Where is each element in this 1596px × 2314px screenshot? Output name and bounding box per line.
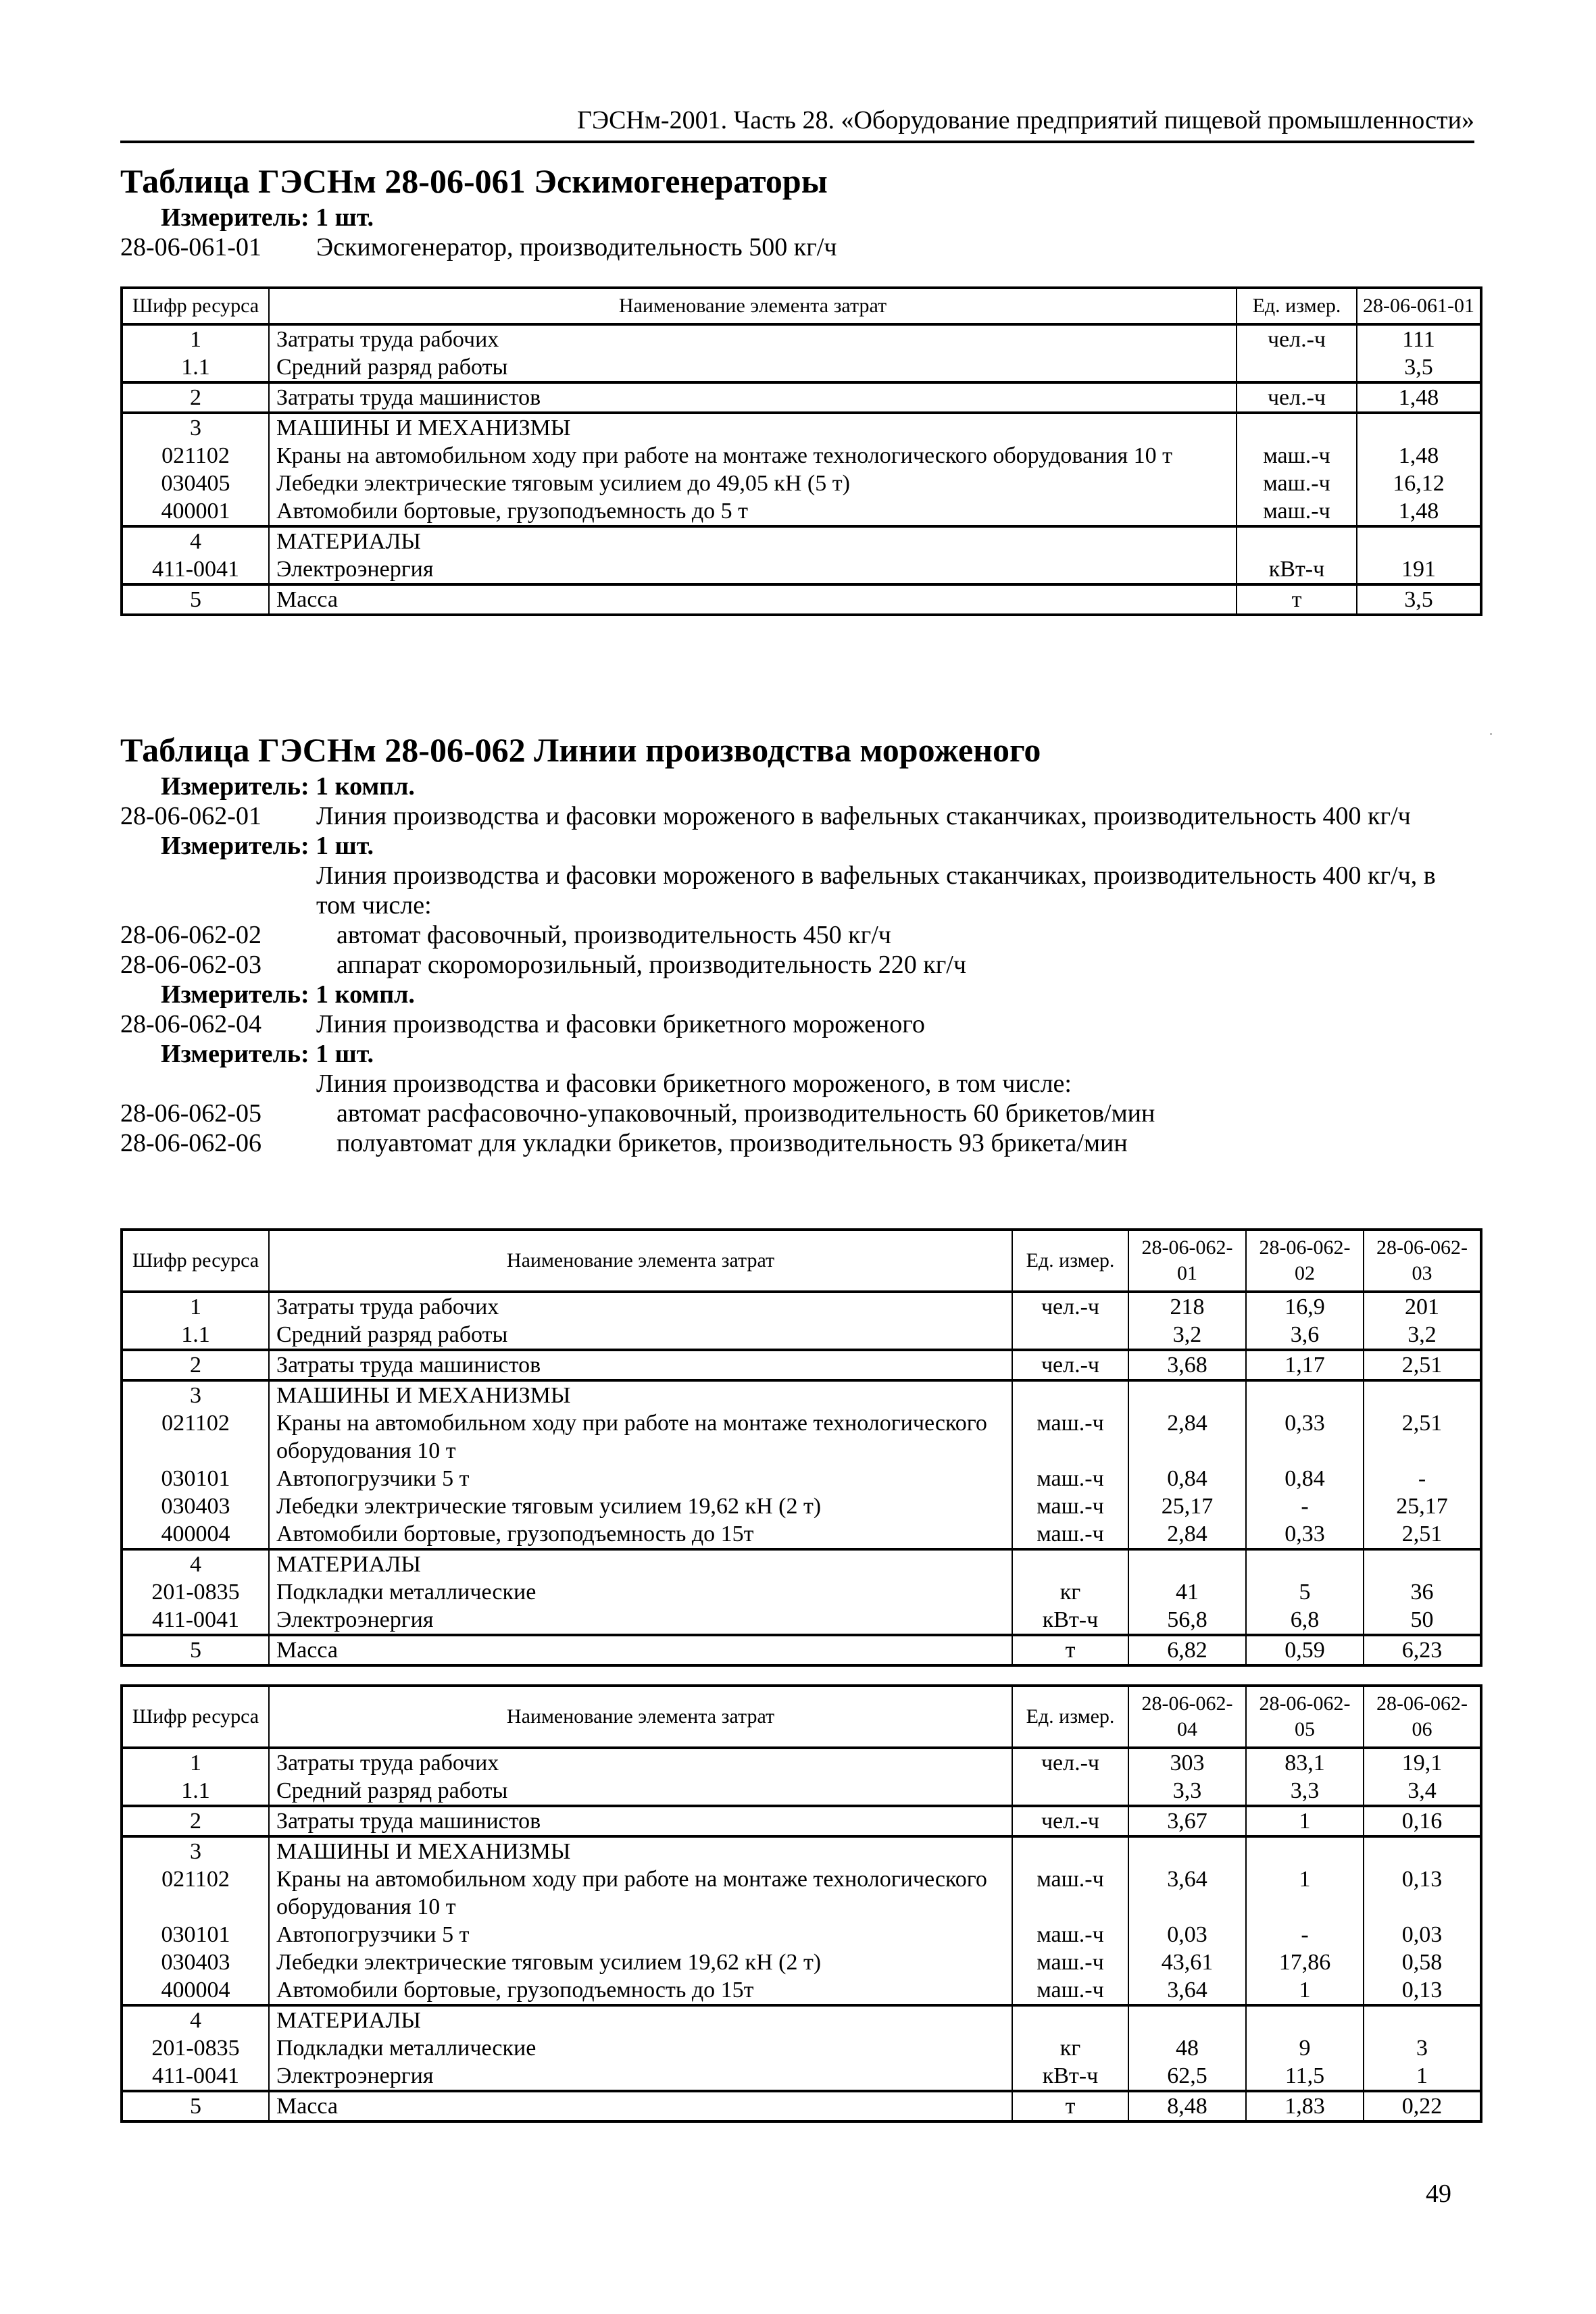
norm-code: 28-06-062-05 <box>120 1099 261 1128</box>
table-row <box>122 2091 1481 2121</box>
norm-code: 28-06-062-01 <box>120 802 261 830</box>
norm-value: 0,03 <box>1128 1921 1246 1948</box>
resource-code: 2 <box>122 1350 269 1380</box>
unit <box>1237 413 1357 442</box>
table-row <box>122 413 1481 442</box>
resource-code: 400001 <box>122 497 269 526</box>
resource-code: 3 <box>122 413 269 442</box>
header-unit: Ед. измер. <box>1012 1686 1128 1748</box>
norm-value: 3,64 <box>1128 1865 1246 1921</box>
resource-code: 4 <box>122 1549 269 1578</box>
cost-element-name: Электроэнергия <box>269 2062 1012 2091</box>
norm-code: 28-06-061-01 <box>120 233 261 261</box>
measure-unit: Измеритель: 1 шт. <box>161 1040 374 1068</box>
cost-element-name: Затраты труда машинистов <box>269 1806 1012 1836</box>
norm-value: 5 <box>1246 1578 1364 1606</box>
norm-value: 8,48 <box>1128 2091 1246 2121</box>
norm-value: 2,51 <box>1364 1520 1481 1549</box>
measure-unit: Измеритель: 1 шт. <box>161 203 374 232</box>
norm-code: 28-06-062-03 <box>120 951 261 979</box>
resource-code: 030405 <box>122 470 269 497</box>
cost-element-name: Масса <box>269 584 1237 615</box>
norm-value: 48 <box>1128 2034 1246 2062</box>
table-row <box>122 442 1481 470</box>
norm-table-28-06-061 <box>120 286 1482 616</box>
norm-value: 1,17 <box>1246 1350 1364 1380</box>
unit: маш.-ч <box>1012 1492 1128 1520</box>
resource-code: 201-0835 <box>122 1578 269 1606</box>
norm-value: 201 <box>1364 1292 1481 1321</box>
cost-element-name: МАШИНЫ И МЕХАНИЗМЫ <box>269 1836 1012 1865</box>
norm-item <box>120 1009 1474 1039</box>
table-row <box>122 1292 1481 1321</box>
norm-group-description <box>120 1069 1474 1099</box>
cost-element-name: Затраты труда машинистов <box>269 382 1237 413</box>
norm-value: 0,16 <box>1364 1806 1481 1836</box>
unit <box>1012 1549 1128 1578</box>
table-row <box>122 1865 1481 1921</box>
table-header-row <box>122 1686 1481 1748</box>
cost-element-name: МАТЕРИАЛЫ <box>269 526 1237 555</box>
unit: маш.-ч <box>1237 497 1357 526</box>
header-cost-element-name: Наименование элемента затрат <box>269 1230 1012 1292</box>
table-row <box>122 1748 1481 1777</box>
norm-value: 3,64 <box>1128 1976 1246 2005</box>
norm-code: 28-06-062-02 <box>120 921 261 949</box>
norm-value <box>1128 2005 1246 2034</box>
norm-value: 303 <box>1128 1748 1246 1777</box>
table-row <box>122 526 1481 555</box>
norm-value <box>1364 1836 1481 1865</box>
header-resource-code: Шифр ресурса <box>122 1230 269 1292</box>
scan-artifact <box>1490 733 1492 735</box>
measure-unit: Измеритель: 1 компл. <box>161 772 415 801</box>
cost-element-name: Масса <box>269 2091 1012 2121</box>
norm-description: автомат фасовочный, производительность 450 кг/ч <box>336 921 891 949</box>
resource-code: 5 <box>122 584 269 615</box>
table-row <box>122 584 1481 615</box>
norm-value: 62,5 <box>1128 2062 1246 2091</box>
table-row-group <box>122 1292 1481 1350</box>
unit: маш.-ч <box>1012 1948 1128 1976</box>
table-row <box>122 1492 1481 1520</box>
norm-value: 17,86 <box>1246 1948 1364 1976</box>
cost-element-name: Средний разряд работы <box>269 1321 1012 1350</box>
table-row <box>122 1921 1481 1948</box>
cost-element-name: Затраты труда машинистов <box>269 1350 1012 1380</box>
header-resource-code: Шифр ресурса <box>122 288 269 324</box>
unit: маш.-ч <box>1237 470 1357 497</box>
cost-element-name: Затраты труда рабочих <box>269 324 1237 353</box>
resource-code: 3 <box>122 1836 269 1865</box>
norm-value: 1,48 <box>1357 382 1481 413</box>
table-row <box>122 555 1481 584</box>
resource-code: 3 <box>122 1380 269 1409</box>
table-row <box>122 353 1481 382</box>
norm-item <box>120 1128 1474 1158</box>
resource-code: 4 <box>122 2005 269 2034</box>
norm-value: 16,12 <box>1357 470 1481 497</box>
table-row-group <box>122 1350 1481 1380</box>
unit: чел.-ч <box>1012 1806 1128 1836</box>
norm-value: 2,84 <box>1128 1409 1246 1465</box>
norm-value <box>1128 1380 1246 1409</box>
norm-value: 1 <box>1246 1806 1364 1836</box>
unit: т <box>1012 1635 1128 1665</box>
resource-code: 030101 <box>122 1921 269 1948</box>
norm-value: 191 <box>1357 555 1481 584</box>
norm-code: 28-06-062-04 <box>120 1010 261 1038</box>
resource-code: 030101 <box>122 1465 269 1492</box>
unit: маш.-ч <box>1012 1976 1128 2005</box>
norm-value: 2,84 <box>1128 1520 1246 1549</box>
resource-code: 5 <box>122 1635 269 1665</box>
unit <box>1237 353 1357 382</box>
cost-element-name: Краны на автомобильном ходу при работе на монтаже технологического оборудования 10 т <box>269 1409 1012 1465</box>
cost-element-name: Электроэнергия <box>269 1606 1012 1635</box>
table-row-group <box>122 584 1481 615</box>
unit: кВт-ч <box>1237 555 1357 584</box>
norm-value: 3,3 <box>1128 1777 1246 1806</box>
norm-value: - <box>1364 1465 1481 1492</box>
measure-unit: Измеритель: 1 шт. <box>161 832 374 860</box>
unit: маш.-ч <box>1237 442 1357 470</box>
table-row-group <box>122 1806 1481 1836</box>
norm-value: 50 <box>1364 1606 1481 1635</box>
norm-value <box>1364 1549 1481 1578</box>
norm-value: 0,33 <box>1246 1409 1364 1465</box>
norm-description: полуавтомат для укладки брикетов, производительность 93 брикета/мин <box>336 1129 1128 1157</box>
norm-value: 1 <box>1246 1865 1364 1921</box>
table-row <box>122 382 1481 413</box>
norm-description: аппарат скороморозильный, производительность 220 кг/ч <box>336 951 966 979</box>
unit <box>1012 1777 1128 1806</box>
header-cost-element-name: Наименование элемента затрат <box>269 288 1237 324</box>
norm-value <box>1364 1380 1481 1409</box>
table-row <box>122 1465 1481 1492</box>
norm-value: 6,82 <box>1128 1635 1246 1665</box>
cost-element-name: Автомобили бортовые, грузоподъемность до 15т <box>269 1976 1012 2005</box>
table-row <box>122 1578 1481 1606</box>
norm-value: 218 <box>1128 1292 1246 1321</box>
unit: т <box>1012 2091 1128 2121</box>
cost-element-name: Краны на автомобильном ходу при работе на монтаже технологического оборудования 10 т <box>269 1865 1012 1921</box>
header-norm-column: 28-06-062-04 <box>1128 1686 1246 1748</box>
norm-value: 3,4 <box>1364 1777 1481 1806</box>
norm-value: 19,1 <box>1364 1748 1481 1777</box>
norm-value: 0,84 <box>1128 1465 1246 1492</box>
resource-code: 021102 <box>122 1865 269 1921</box>
table-row <box>122 1948 1481 1976</box>
norm-table-28-06-062-part2 <box>120 1684 1482 2123</box>
unit <box>1012 2005 1128 2034</box>
norm-description: Линия производства и фасовки брикетного мороженого <box>316 1010 925 1038</box>
unit: кг <box>1012 1578 1128 1606</box>
cost-element-name: МАШИНЫ И МЕХАНИЗМЫ <box>269 1380 1012 1409</box>
table-row-group <box>122 1380 1481 1549</box>
header-norm-column: 28-06-061-01 <box>1357 288 1481 324</box>
norm-value <box>1128 1549 1246 1578</box>
section-title: Таблица ГЭСНм 28-06-062 Линии производства мороженого <box>120 731 1041 769</box>
table-row-group <box>122 324 1481 382</box>
norm-value: 1,48 <box>1357 497 1481 526</box>
header-resource-code: Шифр ресурса <box>122 1686 269 1748</box>
resource-code: 411-0041 <box>122 1606 269 1635</box>
cost-element-name: Электроэнергия <box>269 555 1237 584</box>
norm-value: 25,17 <box>1128 1492 1246 1520</box>
table-row <box>122 1635 1481 1665</box>
resource-code: 030403 <box>122 1492 269 1520</box>
norm-item <box>120 232 1474 262</box>
norm-value: 1,48 <box>1357 442 1481 470</box>
table-row <box>122 324 1481 353</box>
table-row <box>122 2062 1481 2091</box>
norm-value: 6,8 <box>1246 1606 1364 1635</box>
resource-code: 411-0041 <box>122 555 269 584</box>
table-28-06-061-wrap <box>120 286 1474 616</box>
norm-value: 3 <box>1364 2034 1481 2062</box>
norm-value: 3,5 <box>1357 584 1481 615</box>
resource-code: 1.1 <box>122 1321 269 1350</box>
cost-element-name: Автопогрузчики 5 т <box>269 1921 1012 1948</box>
running-header: ГЭСНм-2001. Часть 28. «Оборудование предприятий пищевой промышленности» <box>120 101 1474 143</box>
table-row <box>122 497 1481 526</box>
table-row-group <box>122 1635 1481 1665</box>
norm-value: 1 <box>1364 2062 1481 2091</box>
norm-value: - <box>1246 1492 1364 1520</box>
cost-element-name: Автомобили бортовые, грузоподъемность до 5 т <box>269 497 1237 526</box>
norm-value: 3,3 <box>1246 1777 1364 1806</box>
unit: т <box>1237 584 1357 615</box>
unit: маш.-ч <box>1012 1865 1128 1921</box>
resource-code: 2 <box>122 1806 269 1836</box>
table-row-group <box>122 1748 1481 1806</box>
unit: кВт-ч <box>1012 1606 1128 1635</box>
unit: чел.-ч <box>1237 382 1357 413</box>
table-row <box>122 1520 1481 1549</box>
header-cost-element-name: Наименование элемента затрат <box>269 1686 1012 1748</box>
norm-description: Линия производства и фасовки мороженого в вафельных стаканчиках, производительность 400 кг/ч, в том числе: <box>316 861 1436 920</box>
table-row-group <box>122 382 1481 413</box>
norm-value: 36 <box>1364 1578 1481 1606</box>
norm-description: автомат расфасовочно-упаковочный, производительность 60 брикетов/мин <box>336 1099 1155 1128</box>
norm-value: 25,17 <box>1364 1492 1481 1520</box>
norm-description: Линия производства и фасовки мороженого в вафельных стаканчиках, производительность 400 кг/ч <box>316 802 1411 830</box>
norm-item <box>120 1099 1474 1128</box>
unit <box>1237 526 1357 555</box>
norm-value: 0,33 <box>1246 1520 1364 1549</box>
unit <box>1012 1380 1128 1409</box>
norm-value <box>1364 2005 1481 2034</box>
norm-value: 56,8 <box>1128 1606 1246 1635</box>
table-row <box>122 1606 1481 1635</box>
resource-code: 2 <box>122 382 269 413</box>
unit: чел.-ч <box>1012 1292 1128 1321</box>
norm-description: Линия производства и фасовки брикетного мороженого, в том числе: <box>316 1070 1072 1098</box>
norm-value: 3,68 <box>1128 1350 1246 1380</box>
norm-value <box>1246 1380 1364 1409</box>
section-intro <box>120 772 1474 1158</box>
table-row-group <box>122 2091 1481 2121</box>
header-unit: Ед. измер. <box>1237 288 1357 324</box>
cost-element-name: Краны на автомобильном ходу при работе на монтаже технологического оборудования 10 т <box>269 442 1237 470</box>
resource-code: 5 <box>122 2091 269 2121</box>
norm-value: 16,9 <box>1246 1292 1364 1321</box>
table-header-row <box>122 1230 1481 1292</box>
section-28-06-062 <box>120 728 1474 1158</box>
cost-element-name: Лебедки электрические тяговым усилием 19,62 кН (2 т) <box>269 1492 1012 1520</box>
table-28-06-062-part1-wrap <box>120 1228 1474 1667</box>
section-28-06-061 <box>120 159 1474 262</box>
norm-value: 41 <box>1128 1578 1246 1606</box>
resource-code: 1.1 <box>122 353 269 382</box>
table-row-group <box>122 526 1481 584</box>
norm-value <box>1357 413 1481 442</box>
norm-value: 0,59 <box>1246 1635 1364 1665</box>
cost-element-name: Затраты труда рабочих <box>269 1292 1012 1321</box>
norm-value: 11,5 <box>1246 2062 1364 2091</box>
cost-element-name: Средний разряд работы <box>269 1777 1012 1806</box>
table-row-group <box>122 2005 1481 2091</box>
cost-element-name: Подкладки металлические <box>269 2034 1012 2062</box>
table-row <box>122 1321 1481 1350</box>
table-row <box>122 2034 1481 2062</box>
header-norm-column: 28-06-062-01 <box>1128 1230 1246 1292</box>
norm-value: 1 <box>1246 1976 1364 2005</box>
unit: маш.-ч <box>1012 1409 1128 1465</box>
resource-code: 021102 <box>122 1409 269 1465</box>
table-row <box>122 1777 1481 1806</box>
resource-code: 400004 <box>122 1520 269 1549</box>
unit: чел.-ч <box>1237 324 1357 353</box>
cost-element-name: Лебедки электрические тяговым усилием до 49,05 кН (5 т) <box>269 470 1237 497</box>
table-row <box>122 1350 1481 1380</box>
norm-value: 3,5 <box>1357 353 1481 382</box>
norm-item <box>120 950 1474 980</box>
header-unit: Ед. измер. <box>1012 1230 1128 1292</box>
cost-element-name: МАШИНЫ И МЕХАНИЗМЫ <box>269 413 1237 442</box>
norm-value: - <box>1246 1921 1364 1948</box>
norm-value: 2,51 <box>1364 1350 1481 1380</box>
norm-value: 0,58 <box>1364 1948 1481 1976</box>
norm-value <box>1357 526 1481 555</box>
norm-value: 111 <box>1357 324 1481 353</box>
measure-unit: Измеритель: 1 компл. <box>161 980 415 1009</box>
norm-value <box>1246 1836 1364 1865</box>
cost-element-name: Автопогрузчики 5 т <box>269 1465 1012 1492</box>
norm-value: 9 <box>1246 2034 1364 2062</box>
header-norm-column: 28-06-062-05 <box>1246 1686 1364 1748</box>
norm-code: 28-06-062-06 <box>120 1129 261 1157</box>
table-row-group <box>122 1549 1481 1635</box>
norm-value: 3,2 <box>1364 1321 1481 1350</box>
cost-element-name: Лебедки электрические тяговым усилием 19,62 кН (2 т) <box>269 1948 1012 1976</box>
resource-code: 021102 <box>122 442 269 470</box>
unit: маш.-ч <box>1012 1520 1128 1549</box>
norm-value: 0,03 <box>1364 1921 1481 1948</box>
table-row <box>122 1409 1481 1465</box>
table-row <box>122 1549 1481 1578</box>
norm-value: 1,83 <box>1246 2091 1364 2121</box>
norm-group-description <box>120 861 1474 920</box>
resource-code: 1 <box>122 324 269 353</box>
header-norm-column: 28-06-062-03 <box>1364 1230 1481 1292</box>
resource-code: 030403 <box>122 1948 269 1976</box>
table-row-group <box>122 1836 1481 2005</box>
unit: маш.-ч <box>1012 1465 1128 1492</box>
unit <box>1012 1836 1128 1865</box>
resource-code: 1 <box>122 1748 269 1777</box>
norm-value: 43,61 <box>1128 1948 1246 1976</box>
norm-value: 3,2 <box>1128 1321 1246 1350</box>
cost-element-name: Автомобили бортовые, грузоподъемность до 15т <box>269 1520 1012 1549</box>
norm-value: 3,6 <box>1246 1321 1364 1350</box>
norm-value <box>1246 2005 1364 2034</box>
table-row <box>122 1976 1481 2005</box>
norm-description: Эскимогенератор, производительность 500 кг/ч <box>316 233 837 261</box>
norm-value: 83,1 <box>1246 1748 1364 1777</box>
cost-element-name: МАТЕРИАЛЫ <box>269 1549 1012 1578</box>
resource-code: 411-0041 <box>122 2062 269 2091</box>
norm-value: 0,84 <box>1246 1465 1364 1492</box>
table-header-row <box>122 288 1481 324</box>
unit <box>1012 1321 1128 1350</box>
cost-element-name: Затраты труда рабочих <box>269 1748 1012 1777</box>
norm-value <box>1128 1836 1246 1865</box>
norm-table-28-06-062-part1 <box>120 1228 1482 1667</box>
cost-element-name: Масса <box>269 1635 1012 1665</box>
norm-item <box>120 801 1474 831</box>
table-row <box>122 2005 1481 2034</box>
norm-value: 6,23 <box>1364 1635 1481 1665</box>
unit: чел.-ч <box>1012 1748 1128 1777</box>
norm-value: 2,51 <box>1364 1409 1481 1465</box>
table-row <box>122 470 1481 497</box>
header-norm-column: 28-06-062-02 <box>1246 1230 1364 1292</box>
norm-value: 0,22 <box>1364 2091 1481 2121</box>
resource-code: 400004 <box>122 1976 269 2005</box>
cost-element-name: Средний разряд работы <box>269 353 1237 382</box>
unit: чел.-ч <box>1012 1350 1128 1380</box>
norm-value: 0,13 <box>1364 1976 1481 2005</box>
page-number: 49 <box>1426 2180 1451 2208</box>
unit: маш.-ч <box>1012 1921 1128 1948</box>
norm-value: 0,13 <box>1364 1865 1481 1921</box>
header-norm-column: 28-06-062-06 <box>1364 1686 1481 1748</box>
resource-code: 201-0835 <box>122 2034 269 2062</box>
cost-element-name: Подкладки металлические <box>269 1578 1012 1606</box>
table-row <box>122 1806 1481 1836</box>
norm-value: 3,67 <box>1128 1806 1246 1836</box>
table-row-group <box>122 413 1481 526</box>
table-row <box>122 1380 1481 1409</box>
table-row <box>122 1836 1481 1865</box>
resource-code: 1.1 <box>122 1777 269 1806</box>
cost-element-name: МАТЕРИАЛЫ <box>269 2005 1012 2034</box>
resource-code: 4 <box>122 526 269 555</box>
norm-item <box>120 920 1474 950</box>
resource-code: 1 <box>122 1292 269 1321</box>
unit: кг <box>1012 2034 1128 2062</box>
norm-value <box>1246 1549 1364 1578</box>
table-28-06-062-part2-wrap <box>120 1684 1474 2123</box>
section-title: Таблица ГЭСНм 28-06-061 Эскимогенераторы <box>120 162 828 200</box>
unit: кВт-ч <box>1012 2062 1128 2091</box>
